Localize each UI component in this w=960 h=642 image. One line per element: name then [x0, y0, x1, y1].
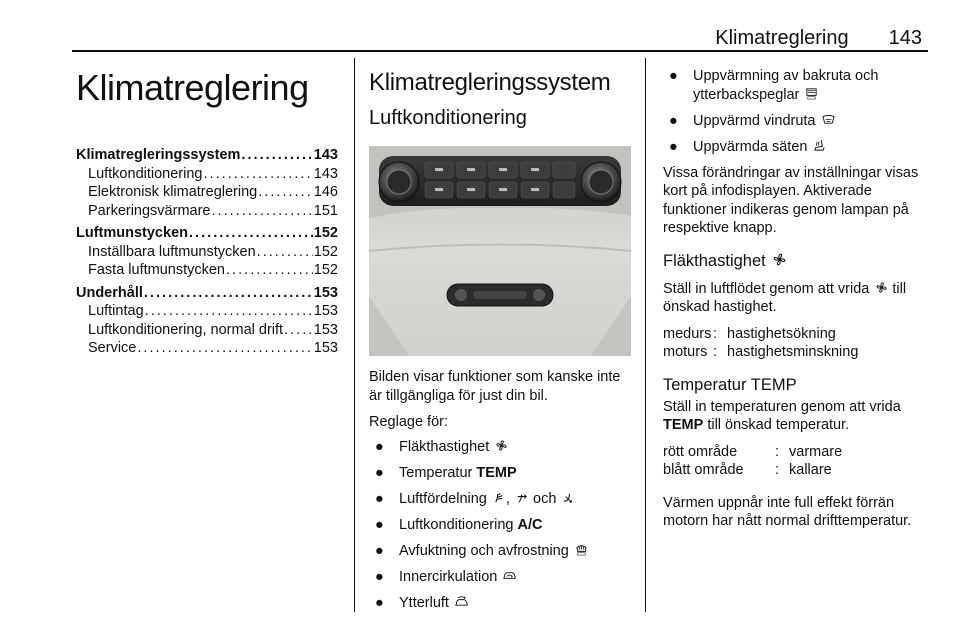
- toc-entry-page: 151: [313, 202, 338, 219]
- toc-entry-page: 152: [313, 243, 338, 260]
- climate-panel-illustration: [369, 146, 631, 356]
- toc-entry[interactable]: [76, 243, 338, 262]
- toc-entry-label: Klimatregleringssystem: [76, 147, 241, 163]
- chapter-title: Klimatreglering: [76, 67, 309, 108]
- rear-defrost-icon: [805, 87, 818, 100]
- heating-features-list: [663, 67, 931, 156]
- toc-leader-dots: [144, 284, 313, 303]
- toc-entry[interactable]: [76, 202, 338, 221]
- climate-control-photo: [369, 146, 631, 356]
- toc-entry-label: Underhåll: [76, 284, 143, 301]
- toc-leader-dots: [226, 261, 313, 280]
- toc-entry-page: 153: [313, 321, 338, 338]
- toc-entry-label: Service: [88, 340, 137, 356]
- toc-entry[interactable]: [76, 339, 338, 358]
- header-rule: [72, 50, 928, 52]
- air-to-feet-icon: [562, 491, 575, 504]
- fan-icon: [495, 439, 508, 452]
- fan-icon: [875, 281, 888, 294]
- toc-entry-label: Luftkonditionering: [88, 165, 203, 182]
- toc-entry[interactable]: [76, 183, 338, 202]
- air-to-face-icon: [516, 491, 529, 504]
- table-row: rött område : varmare: [663, 443, 843, 460]
- heated-windscreen-icon: [822, 113, 835, 126]
- toc-entry[interactable]: [76, 284, 338, 303]
- info-paragraph: Vissa förändringar av inställningar visas kort på infodisplayen. Aktiverade funktioner indikeras genom lampan på respektive knapp.: [663, 164, 919, 236]
- temperature-heading: Temperatur TEMP: [663, 375, 797, 394]
- list-item: ● Fläkthastighet: [369, 438, 635, 457]
- toc-entry[interactable]: [76, 224, 338, 243]
- column-divider-2: [645, 58, 646, 612]
- fan-speed-heading: Fläkthastighet: [663, 250, 931, 272]
- toc-leader-dots: [258, 183, 313, 202]
- list-item: ● Luftkonditionering A/C: [375, 516, 543, 533]
- controls-list: [369, 438, 635, 613]
- toc-leader-dots: [284, 321, 313, 340]
- toc-entry-label: Elektronisk klimatreglering: [88, 184, 258, 200]
- column-3: [663, 58, 931, 531]
- column-1: [76, 58, 338, 358]
- toc-entry-label: Fasta luftmunstycken: [88, 262, 225, 278]
- toc-entry[interactable]: [76, 165, 338, 184]
- toc-entry-page: 146: [313, 184, 338, 200]
- list-item: ● Avfuktning och avfrostning: [369, 542, 635, 561]
- toc-leader-dots: [212, 202, 313, 221]
- toc-entry[interactable]: [76, 146, 338, 165]
- list-item: ● Luftfördelning , och: [369, 490, 635, 509]
- toc-leader-dots: [189, 224, 313, 243]
- toc-entry[interactable]: [76, 321, 338, 340]
- toc-entry-page: 143: [313, 165, 338, 182]
- controls-intro: Reglage för:: [369, 414, 448, 430]
- toc-entry-page: 153: [313, 284, 338, 301]
- heated-seat-icon: [813, 139, 826, 152]
- list-item: ● Ytterluft: [369, 594, 635, 613]
- fan-paragraph: Ställ in luftflödet genom att vrida till önskad hastighet.: [663, 280, 907, 315]
- outside-air-icon: [455, 595, 468, 608]
- running-header: [72, 27, 922, 51]
- table-row: moturs : hastighetsminskning: [663, 344, 859, 360]
- header-page-number: 143: [888, 27, 922, 49]
- toc-entry-label: Inställbara luftmunstycken: [88, 243, 256, 260]
- recirculation-icon: [503, 569, 516, 582]
- subsection-title: Luftkonditionering: [369, 107, 527, 129]
- toc-leader-dots: [203, 165, 312, 184]
- toc-entry[interactable]: [76, 261, 338, 280]
- toc-leader-dots: [257, 243, 313, 262]
- header-title: Klimatreglering: [715, 27, 849, 49]
- table-row: medurs : hastighetsökning: [663, 325, 836, 342]
- toc-entry-page: 152: [313, 225, 338, 241]
- toc-leader-dots: [137, 339, 312, 358]
- toc-entry-label: Luftkonditionering, normal drift: [88, 321, 284, 338]
- front-defrost-icon: [575, 543, 588, 556]
- fan-direction-table: [663, 325, 931, 362]
- column-2: [369, 58, 635, 620]
- list-item: ● Temperatur TEMP: [375, 464, 517, 481]
- toc-entry-page: 153: [313, 340, 338, 356]
- warm-up-paragraph: Värmen uppnår inte full effekt förrän motorn har nått normal drifttemperatur.: [663, 494, 912, 529]
- section-title: Klimatregleringssystem: [369, 69, 611, 96]
- list-item: ● Innercirkulation: [369, 568, 635, 587]
- toc-entry-label: Parkeringsvärmare: [88, 202, 211, 219]
- air-to-windscreen-icon: [493, 491, 506, 504]
- temperature-paragraph: Ställ in temperaturen genom att vrida TEMP till önskad temperatur.: [663, 398, 901, 433]
- list-item: ● Uppvärmning av bakruta och ytterbackspeglar: [669, 68, 879, 103]
- toc-entry-page: 152: [313, 262, 338, 278]
- toc-entry[interactable]: [76, 302, 338, 321]
- toc-entry-page: 143: [313, 147, 338, 163]
- toc-entry-page: 153: [313, 303, 338, 319]
- toc-leader-dots: [241, 146, 312, 165]
- temperature-zone-table: [663, 443, 931, 480]
- toc-entry-label: Luftintag: [88, 303, 144, 319]
- table-row: blått område : kallare: [663, 462, 832, 478]
- fan-icon: [772, 252, 787, 267]
- toc-leader-dots: [145, 302, 313, 321]
- toc-entry-label: Luftmunstycken: [76, 225, 188, 241]
- figure-caption: Bilden visar funktioner som kanske inte är tillgängliga för just din bil.: [369, 369, 621, 404]
- list-item: ● Uppvärmd vindruta: [663, 112, 931, 131]
- column-divider-1: [354, 58, 355, 612]
- table-of-contents: [76, 146, 338, 358]
- list-item: ● Uppvärmda säten: [663, 138, 931, 157]
